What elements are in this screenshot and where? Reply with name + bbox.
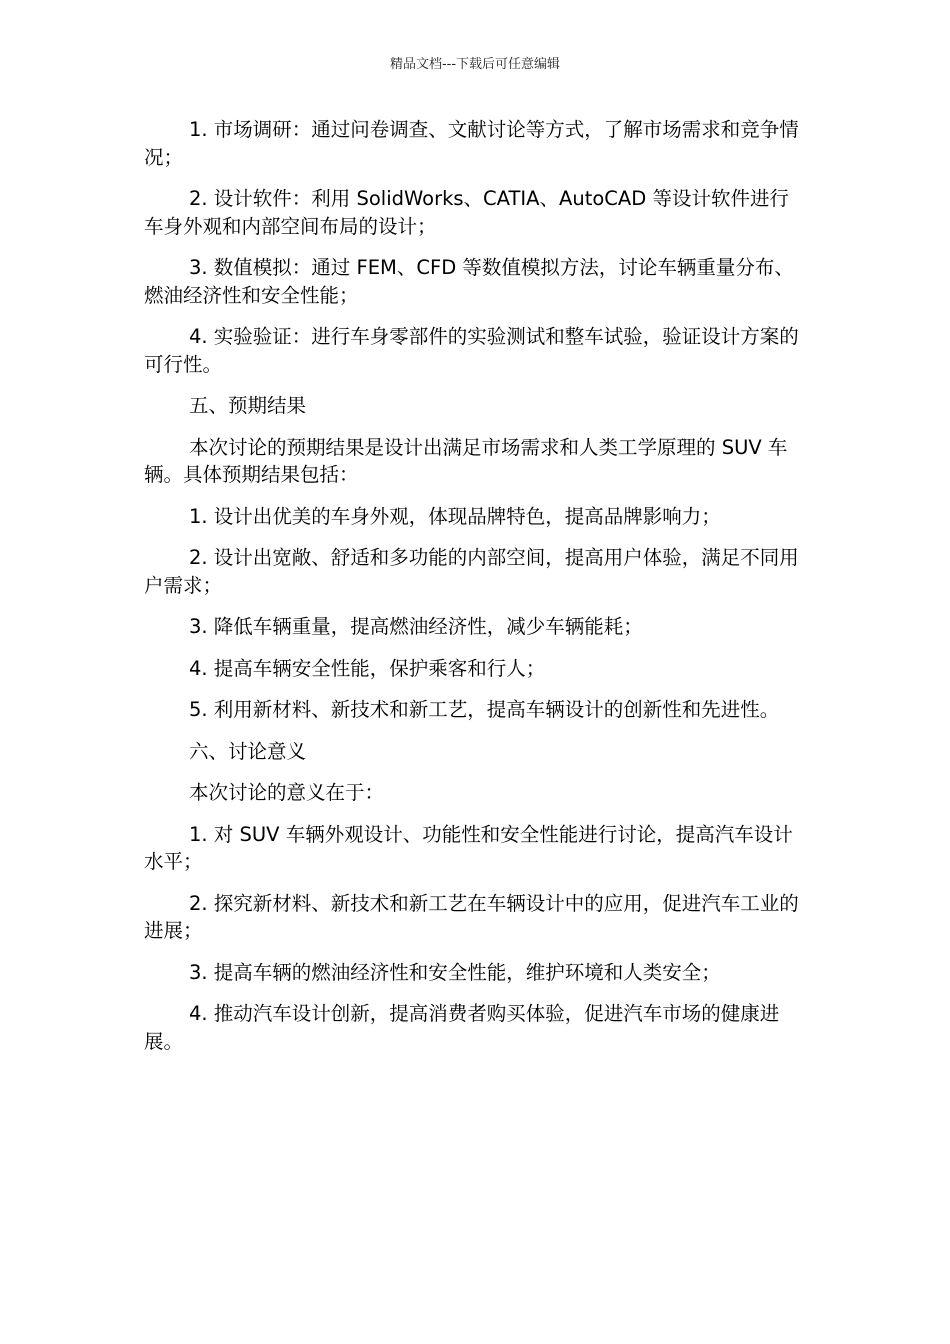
expected-result-item-4: 4. 提高车辆安全性能，保护乘客和行人； <box>189 656 546 680</box>
method-item-experimental-validation: 4. 实验验证：进行车身零部件的实验测试和整车试验，验证设计方案的可行性。 <box>144 325 799 376</box>
expected-result-item-2: 2. 设计出宽敞、舒适和多功能的内部空间，提高用户体验，满足不同用户需求； <box>144 546 799 597</box>
method-item-market-research: 1. 市场调研：通过问卷调查、文献讨论等方式，了解市场需求和竞争情况； <box>144 118 799 169</box>
document-body <box>144 116 808 1069</box>
significance-item-2: 2. 探究新材料、新技术和新工艺在车辆设计中的应用，促进汽车工业的进展； <box>144 891 799 942</box>
expected-result-item-3: 3. 降低车辆重量，提高燃油经济性，减少车辆能耗； <box>189 615 643 638</box>
expected-result-item-5: 5. 利用新材料、新技术和新工艺，提高车辆设计的创新性和先进性。 <box>189 698 780 721</box>
section-heading-significance: 六、讨论意义 <box>189 739 307 763</box>
significance-intro: 本次讨论的意义在于： <box>189 781 385 804</box>
method-item-numerical-simulation: 3. 数值模拟：通过 FEM、CFD 等数值模拟方法，讨论车辆重量分布、燃油经济性和安全性能； <box>144 256 794 307</box>
section-heading-expected-results: 五、预期结果 <box>189 394 307 417</box>
significance-item-1: 1. 对 SUV 车辆外观设计、功能性和安全性能进行讨论，提高汽车设计水平； <box>144 822 793 873</box>
expected-results-intro: 本次讨论的预期结果是设计出满足市场需求和人类工学原理的 SUV 车辆。具体预期结果包括： <box>144 435 788 486</box>
significance-item-4: 4. 推动汽车设计创新，提高消费者购买体验，促进汽车市场的健康进展。 <box>144 1002 780 1053</box>
expected-result-item-1: 1. 设计出优美的车身外观，体现品牌特色，提高品牌影响力； <box>189 504 721 528</box>
page-header: 精品文档---下载后可任意编辑 <box>389 57 561 72</box>
significance-item-3: 3. 提高车辆的燃油经济性和安全性能，维护环境和人类安全； <box>189 960 721 984</box>
method-item-design-software: 2. 设计软件：利用 SolidWorks、CATIA、AutoCAD 等设计软件进行车身外观和内部空间布局的设计； <box>144 187 789 238</box>
